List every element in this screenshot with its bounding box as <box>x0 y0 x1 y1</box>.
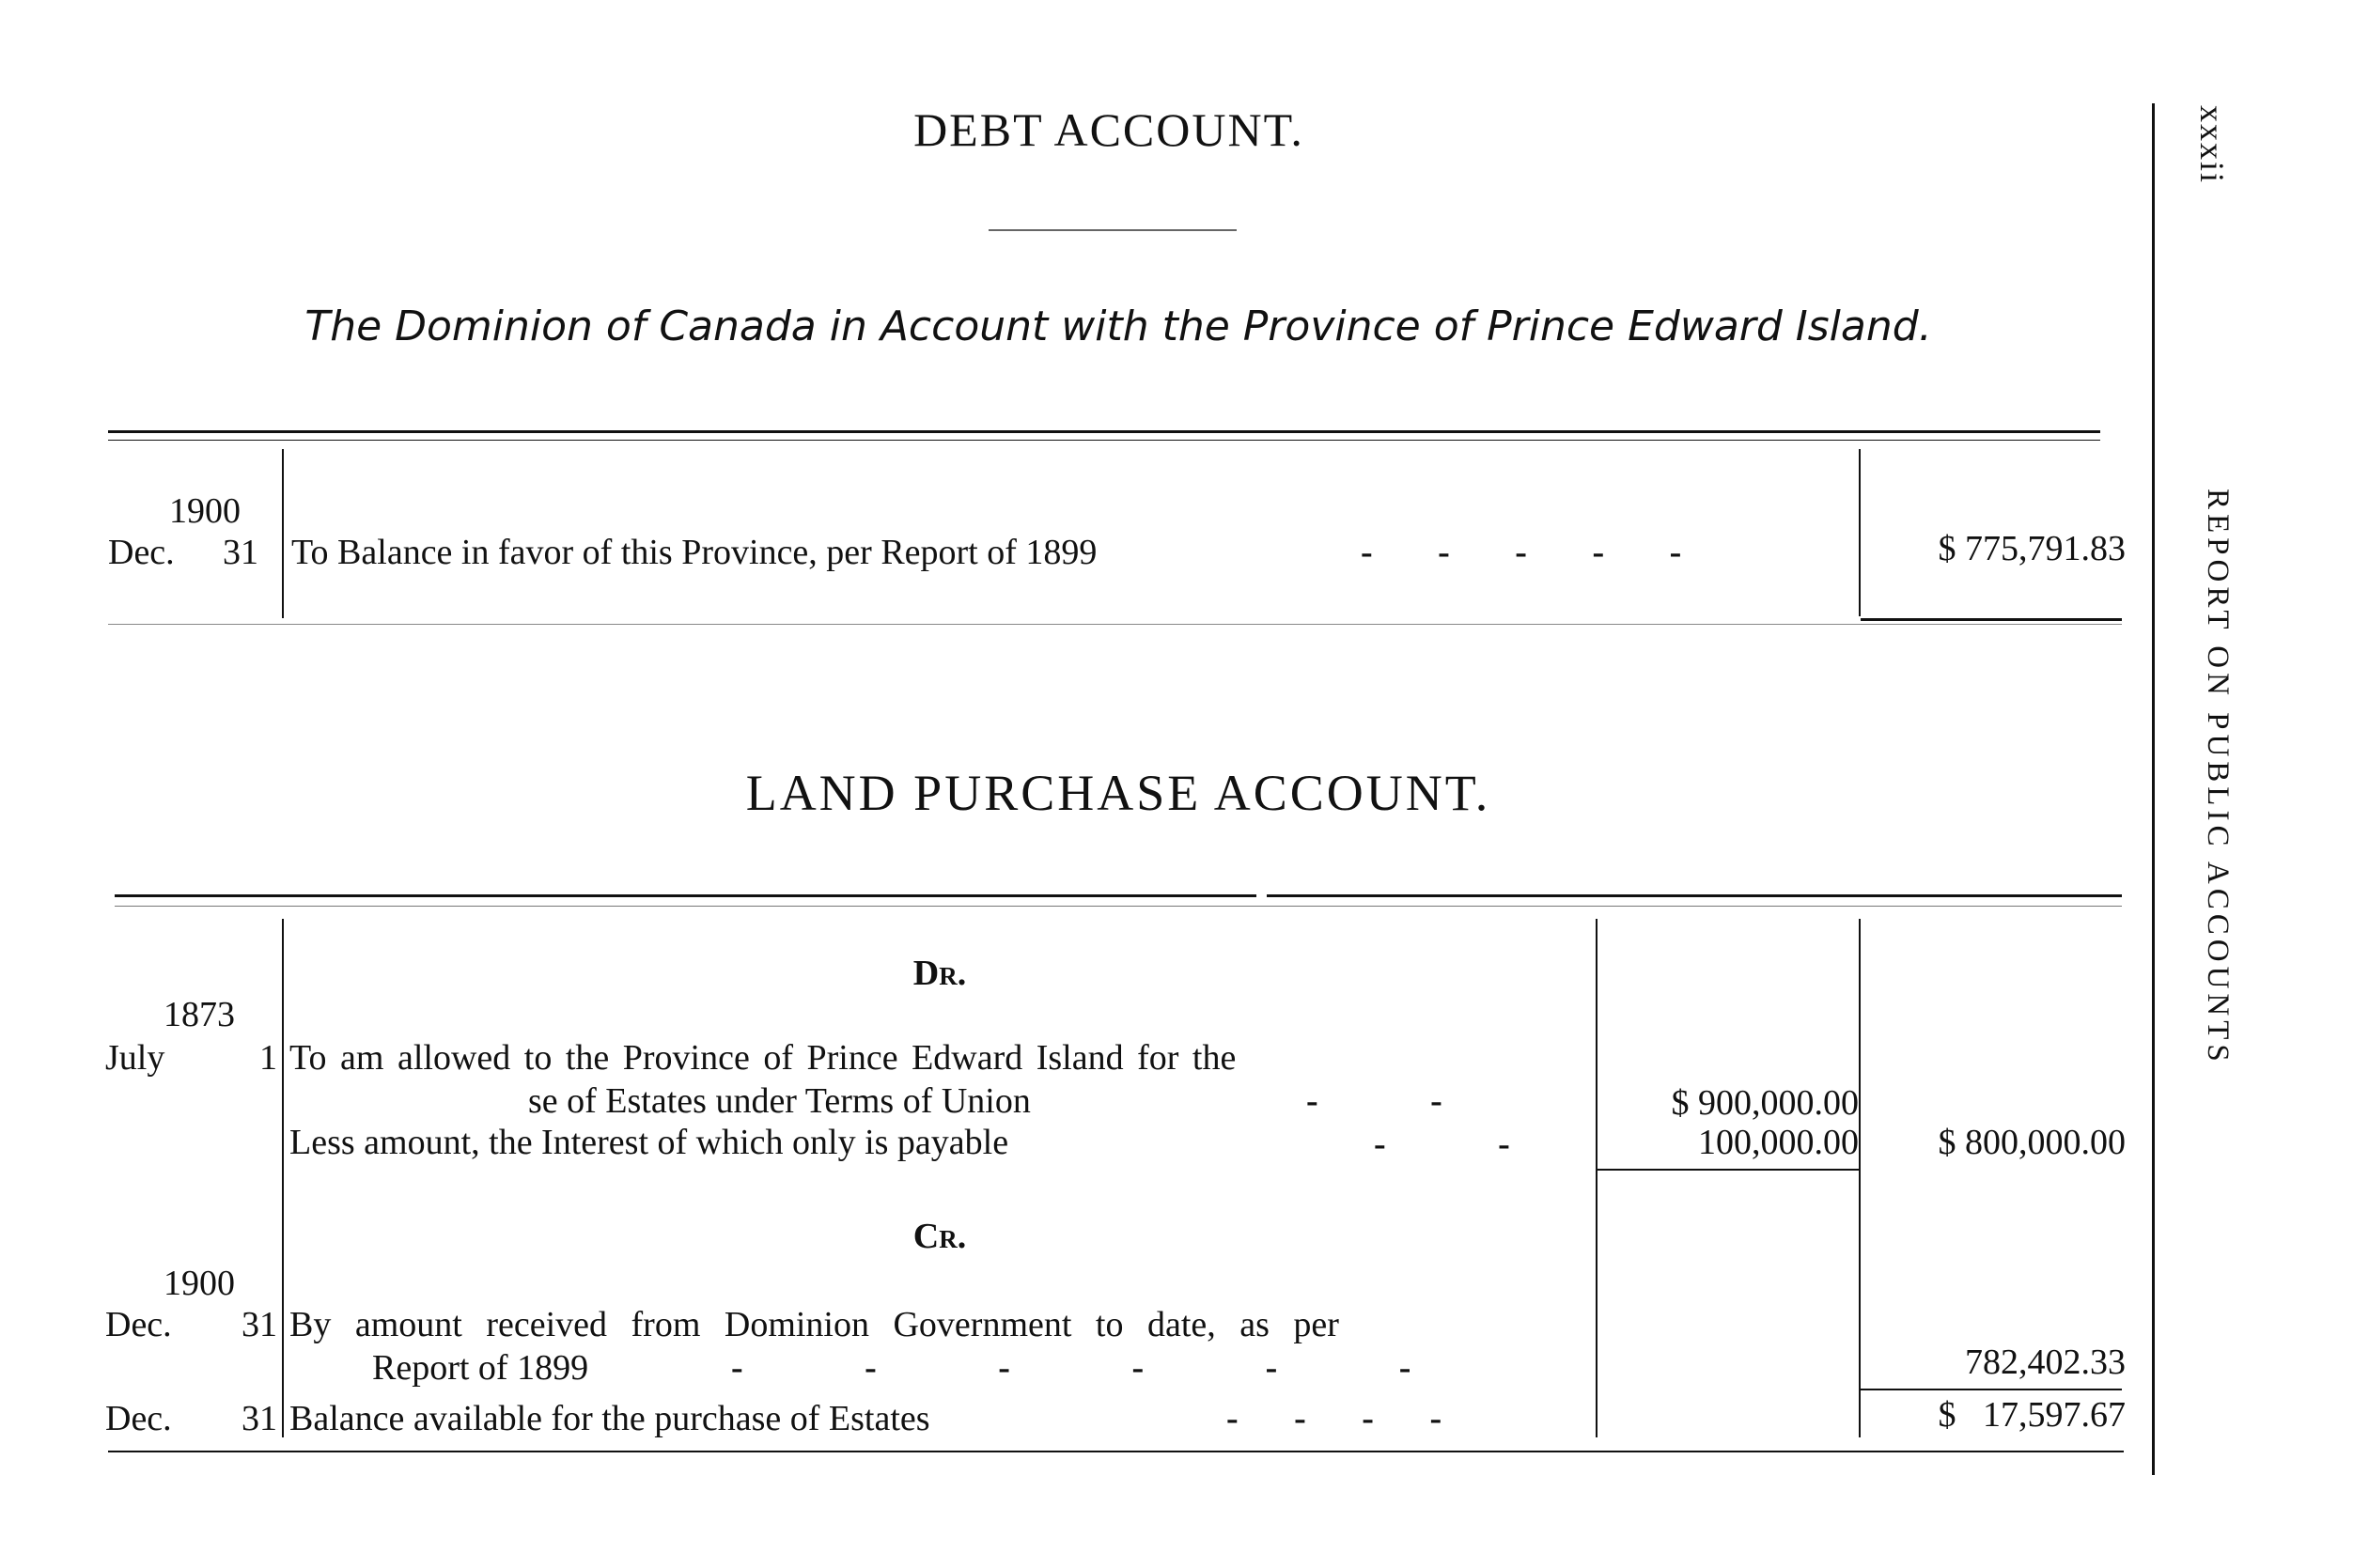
debt-account-subtitle: The Dominion of Canada in Account with the Province of Prince Edward Island. <box>304 303 1932 350</box>
debt-date-column-divider <box>282 449 284 618</box>
cr-entry-1-amount: 782,402.33 <box>1965 1343 2126 1382</box>
cr-entry-1-line-2: Report of 1899 <box>372 1348 589 1388</box>
debt-amount-column-divider <box>1859 449 1861 616</box>
cr-entry-2-day: 31 <box>242 1399 277 1438</box>
land-purchase-title: LAND PURCHASE ACCOUNT. <box>745 765 1491 821</box>
sidebar-rule <box>2152 103 2155 1475</box>
cr-heading: Cr. <box>912 1217 967 1256</box>
page-number: xxxii <box>2193 105 2231 185</box>
dr-year: 1873 <box>164 995 235 1034</box>
dr-amount-less: 100,000.00 <box>1698 1123 1859 1162</box>
land-date-column-divider <box>282 919 284 1437</box>
cr-year: 1900 <box>164 1264 235 1303</box>
land-table-top-rule-right <box>1267 894 2122 897</box>
debt-table-bottom-rule-thin <box>108 624 2122 625</box>
dr-amount-gross: $ 900,000.00 <box>1671 1083 1859 1123</box>
cr-entry-1-leaders: - - - - - - <box>731 1348 1411 1388</box>
running-head: REPORT ON PUBLIC ACCOUNTS <box>2201 489 2235 1066</box>
debt-table-top-rule <box>108 430 2100 433</box>
dr-subtotal-rule <box>1598 1169 1859 1171</box>
debt-entry-amount: $ 775,791.83 <box>1938 529 2126 568</box>
cr-entry-2-description: Balance available for the purchase of Estates <box>289 1399 930 1438</box>
dr-month: July <box>105 1038 165 1078</box>
dr-line-1: To am allowed to the Province of Prince Edward Island for the <box>289 1038 1237 1078</box>
land-amount-column-divider <box>1859 919 1861 1437</box>
cr-entry-1-month: Dec. <box>105 1305 172 1344</box>
dr-line-2-leaders: - - <box>1306 1081 1442 1121</box>
dr-amount-net: $ 800,000.00 <box>1938 1123 2126 1162</box>
debt-entry-leaders: - - - - - <box>1361 533 1682 572</box>
debt-entry-description: To Balance in favor of this Province, per Report of 1899 <box>291 533 1098 572</box>
debt-table-bottom-rule <box>1861 618 2122 621</box>
debt-entry-month: Dec. <box>108 533 175 572</box>
dr-heading: Dr. <box>912 954 967 993</box>
dr-line-3: Less amount, the Interest of which only is payable <box>289 1123 1009 1162</box>
cr-entry-2-amount: $ 17,597.67 <box>1938 1395 2126 1435</box>
dr-line-2: se of Estates under Terms of Union <box>528 1081 1031 1121</box>
cr-subtotal-rule <box>1861 1389 2122 1390</box>
debt-table-top-rule-thin <box>108 440 2100 441</box>
cr-entry-1-day: 31 <box>242 1305 277 1344</box>
title-rule <box>989 229 1237 231</box>
cr-entry-1-line-1: By amount received from Dominion Government to date, as per <box>289 1305 1339 1344</box>
land-table-top-rule-thin <box>115 906 2122 907</box>
land-table-bottom-rule <box>108 1451 2124 1452</box>
debt-entry-year: 1900 <box>169 491 241 531</box>
dr-line-3-leaders: - - <box>1374 1125 1510 1164</box>
debt-account-title: DEBT ACCOUNT. <box>913 103 1304 156</box>
debt-entry-day: 31 <box>223 533 258 572</box>
cr-entry-2-leaders: - - - - <box>1226 1399 1442 1438</box>
cr-entry-2-month: Dec. <box>105 1399 172 1438</box>
land-inner-column-divider <box>1596 919 1598 1437</box>
land-table-top-rule <box>115 894 1256 897</box>
dr-day: 1 <box>259 1038 277 1078</box>
